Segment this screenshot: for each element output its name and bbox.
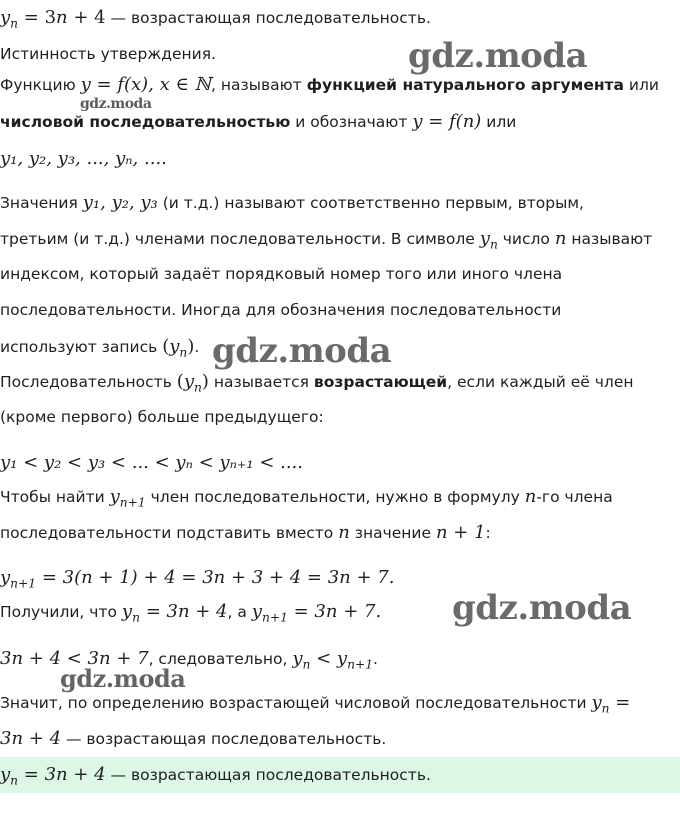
line-text: Функцию: [0, 76, 81, 94]
text-line-15: последовательности подставить вместо n значение n + 1:: [0, 522, 491, 543]
text-line-9: последовательности. Иногда для обозначения последовательности: [0, 301, 562, 319]
line-text: , если каждый её член: [447, 373, 634, 391]
line-text: Получили, что: [0, 603, 122, 621]
text-line-16: $y_{n+1} = 3(n + 1) + 4 = 3n + 3 + 4 = 3n + 7$.: [0, 567, 395, 591]
line-text: — возрастающая последовательность.: [105, 9, 431, 27]
math-formula: 3n + 4: [0, 728, 62, 749]
line-text: число: [497, 230, 555, 248]
line-text: и обозначают: [290, 113, 413, 131]
text-line-2: Истинность утверждения.: [0, 45, 216, 63]
watermark-logo: gdz.moda: [452, 588, 632, 628]
text-line-1: $y_n = 3n + 4$ — возрастающая последовательность.: [0, 7, 431, 31]
text-line-13: [0, 452, 303, 474]
text-line-7: третьим (и т.д.) членами последовательности. В символе $y_n$ число n называют: [0, 228, 653, 252]
text-line-14: Чтобы найти $y_{n+1}$ член последовательности, нужно в формулу n-го члена: [0, 486, 613, 510]
line-text: .: [373, 650, 378, 668]
math-terms: y₁, y₂, y₃: [82, 192, 158, 213]
bold-term: числовой последовательностью: [0, 113, 291, 131]
watermark-logo: gdz.moda: [80, 96, 152, 112]
text-line-6: [0, 192, 584, 214]
math-answer: = 3n + 4: [23, 764, 106, 785]
line-text: или: [481, 113, 517, 131]
watermark-logo: gdz.moda: [60, 664, 186, 693]
text-line-10: используют запись $(y_n)$.: [0, 336, 200, 360]
line-text: или: [624, 76, 659, 94]
line-text: значение: [349, 524, 436, 542]
line-text: используют запись: [0, 338, 163, 356]
text-line-3: [0, 74, 659, 96]
math-fn: y = f(n): [412, 111, 482, 132]
text-line-20: [0, 728, 386, 750]
line-text: , а: [227, 603, 252, 621]
line-text: называют: [566, 230, 653, 248]
text-line-4: [0, 111, 516, 133]
line-text: — возрастающая последовательность.: [61, 730, 387, 748]
math-yn-formula: = 3n + 4: [145, 601, 228, 622]
text-line-5: [0, 148, 167, 170]
text-line-18: 3n + 4 < 3n + 7, следовательно, $y_n < y_{n+1}$.: [0, 648, 378, 672]
line-text: , называют: [211, 76, 307, 94]
answer-line: $y_n = 3n + 4$ — возрастающая последовательность.: [0, 764, 431, 788]
math-yn: $y_n$: [0, 7, 19, 31]
line-text: Последовательность: [0, 373, 177, 391]
math-function: y = f(x), x ∈ ℕ: [80, 74, 211, 95]
line-text: называется: [208, 373, 314, 391]
bold-term: функцией натурального аргумента: [306, 76, 624, 94]
text-line-17: Получили, что $y_n = 3n + 4$, а $y_{n+1} = 3n + 7$.: [0, 601, 382, 625]
line-text: (и т.д.) называют соответственно первым, вторым,: [157, 194, 584, 212]
text-line-11: Последовательность $(y_n)$ называется возрастающей, если каждый её член: [0, 371, 634, 395]
answer-text: — возрастающая последовательность.: [105, 766, 431, 784]
bold-term: возрастающей: [313, 373, 448, 391]
line-text: Значения: [0, 194, 83, 212]
math-substitution: = 3(n + 1) + 4 = 3n + 3 + 4 = 3n + 7.: [41, 567, 395, 588]
math-inequality-chain: y₁ < y₂ < y₃ < ... < yₙ < yₙ₊₁ < ....: [0, 452, 304, 473]
watermark-logo: gdz.moda: [212, 331, 392, 371]
math-yn1-formula: = 3n + 7.: [293, 601, 382, 622]
line-text: последовательности подставить вместо: [0, 524, 339, 542]
line-text: :: [485, 524, 491, 542]
math-sequence: y₁, y₂, y₃, ..., yₙ, ....: [0, 148, 167, 169]
watermark-logo: gdz.moda: [408, 36, 588, 76]
line-text: член последовательности, нужно в формулу: [145, 488, 525, 506]
math-equals: =: [615, 692, 631, 713]
line-text: третьим (и т.д.) членами последовательности. В символе: [0, 230, 480, 248]
text-line-12: (кроме первого) больше предыдущего:: [0, 408, 324, 426]
line-text: -го члена: [536, 488, 613, 506]
math-comparison: 3n + 4 < 3n + 7: [0, 648, 149, 669]
line-text: Чтобы найти: [0, 488, 110, 506]
line-text: Значит, по определению возрастающей числовой последовательности: [0, 694, 592, 712]
text-line-8: индексом, который задаёт порядковый номер того или иного члена: [0, 265, 563, 283]
math-n-plus-1: n + 1: [435, 522, 486, 543]
line-text: .: [194, 338, 200, 356]
line-text: , следовательно,: [148, 650, 293, 668]
text-line-19: Значит, по определению возрастающей числовой последовательности $y_n$ =: [0, 692, 631, 716]
